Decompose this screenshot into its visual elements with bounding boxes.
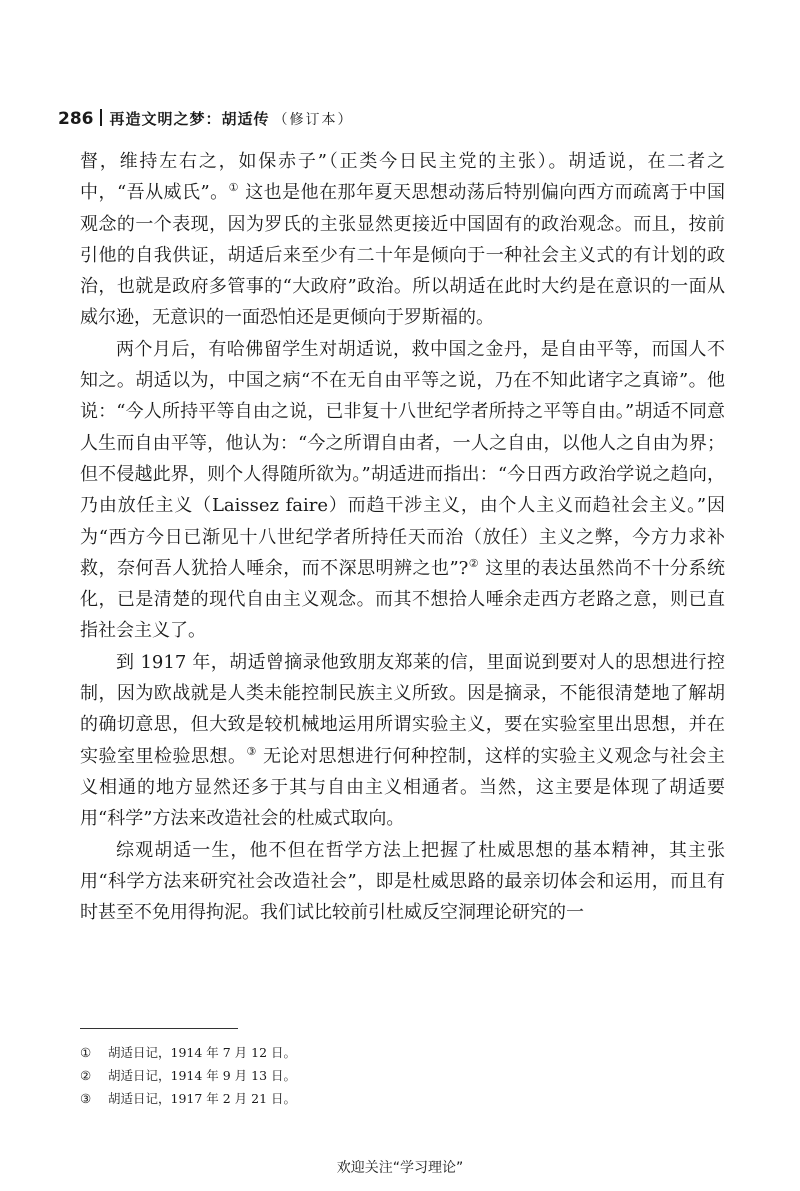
footnote-text: 胡适日记，1914 年 7 月 12 日。 <box>108 1045 297 1060</box>
paragraph-1: 督，维持左右之，如保赤子”（正类今日民主党的主张）。胡适说，在二者之中，“吾从威氏”。① 这也是他在那年夏天思想动荡后特别偏向西方而疏离于中国观念的一个表现，因为罗氏的主张显然更接近中国固有的政治观念。而且，按前引他的自我供证，胡适后来至少有二十年是倾向于一种社会主义式的有计划的政治，也就是政府多管事的“大政府”政治。所以胡适在此时大约是在意识的一面从威尔逊，无意识的一面恐怕还是更倾向于罗斯福的。 <box>80 151 725 329</box>
footnote-mark: ③ <box>80 1091 92 1106</box>
footnote-mark: ① <box>80 1045 92 1060</box>
bottom-watermark-note: 欢迎关注“学习理论” <box>336 1160 464 1176</box>
book-title: 再造文明之梦：胡适传 <box>109 110 270 128</box>
edition-label: （修订本） <box>273 112 354 128</box>
header-divider <box>100 109 102 126</box>
footnote-text: 胡适日记，1917 年 2 月 21 日。 <box>108 1091 297 1106</box>
footnote-divider <box>80 1028 238 1029</box>
footnote-text: 胡适日记，1914 年 9 月 13 日。 <box>108 1068 297 1083</box>
paragraph-3: 到 1917 年，胡适曾摘录他致朋友郑莱的信，里面说到要对人的思想进行控制，因为欧战就是人类未能控制民族主义所致。因是摘录，不能很清楚地了解胡的确切意思，但大致是较机械地运用所谓实验主义，要在实验室里出思想，并在实验室里检验思想。③ 无论对思想进行何种控制，这样的实验主义观念与社会主义相通的地方显然还多于其与自由主义相通者。当然，这主要是体现了胡适要用“科学”方法来改造社会的杜威式取向。 <box>80 651 725 830</box>
body-text <box>80 146 725 928</box>
footnote-ref-2[interactable]: ② <box>468 556 480 570</box>
footnote-ref-3[interactable]: ③ <box>246 744 257 758</box>
running-header <box>58 108 354 131</box>
footnote-item <box>80 1087 296 1110</box>
footnotes <box>80 1041 296 1110</box>
paragraph-4: 综观胡适一生，他不但在哲学方法上把握了杜威思想的基本精神，其主张用“科学方法来研究社会改造社会”，即是杜威思路的最亲切体会和运用，而且有时甚至不免用得拘泥。我们试比较前引杜威反空洞理论研究的一 <box>80 839 725 924</box>
footnote-mark: ② <box>80 1068 92 1083</box>
paragraph-2: 两个月后，有哈佛留学生对胡适说，救中国之金丹，是自由平等，而国人不知之。胡适以为，中国之病“不在无自由平等之说，乃在不知此诸字之真谛”。他说：“今人所持平等自由之说，已非复十八世纪学者所持之平等自由。”胡适不同意人生而自由平等，他认为：“今之所谓自由者，一人之自由，以他人之自由为界；但不侵越此界，则个人得随所欲为。”胡适进而指出：“今日西方政治学说之趋向，乃由放任主义（Laissez faire）而趋干涉主义，由个人主义而趋社会主义。”因为“西方今日已渐见十八世纪学者所持任天而治（放任）主义之弊，今方力求补救，奈何吾人犹拾人唾余，而不深思明辨之也”?② 这里的表达虽然尚不十分系统化，已是清楚的现代自由主义观念。而其不想拾人唾余走西方老路之意，则已直指社会主义了。 <box>80 338 725 642</box>
footnote-item <box>80 1064 296 1087</box>
footnote-ref-1[interactable]: ① <box>228 181 239 195</box>
page-number: 286 <box>58 109 94 129</box>
footnote-item <box>80 1041 296 1064</box>
